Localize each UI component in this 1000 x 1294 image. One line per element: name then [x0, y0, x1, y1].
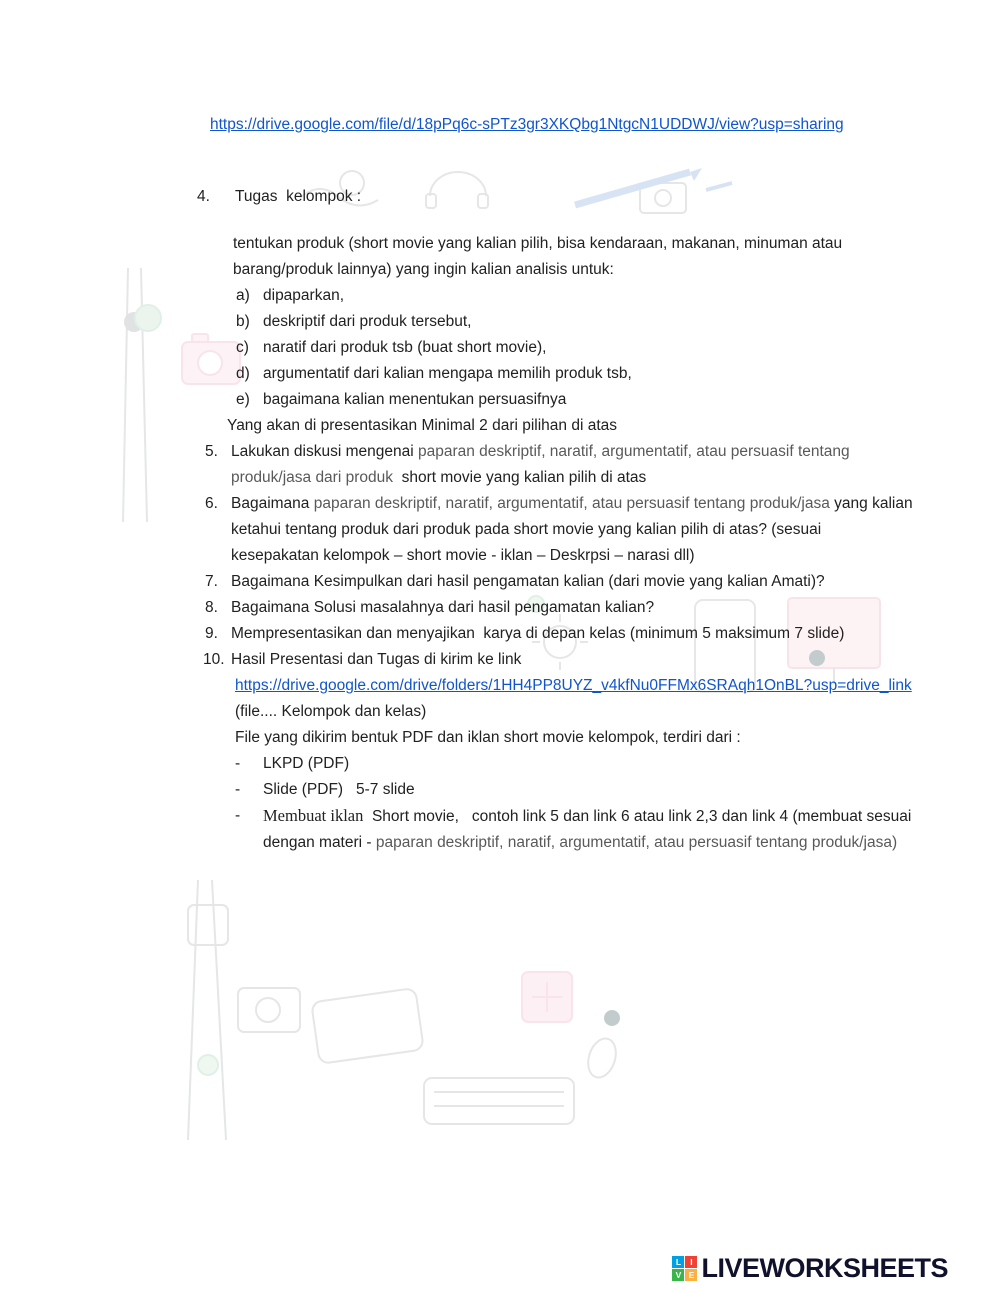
task-6-seg-3: yang kalian ketahui tentang produk dari produk pada short movie yang kalian pilih di atas? (sesuai kesepakatan kelompok – short movie - iklan – Deskrpsi – narasi dll)	[231, 495, 917, 564]
option-label: e)	[236, 391, 250, 408]
task-5-seg-2: paparan deskriptif, naratif, argumentatif, atau persuasif tentang produk/jasa dari produk	[231, 443, 854, 486]
task-5-seg-1: Lakukan diskusi mengenai	[231, 443, 418, 460]
top-link-paragraph	[210, 112, 932, 138]
drive-file-link[interactable]: https://drive.google.com/file/d/18pPq6c-sPTz3gr3XKQbg1NtgcN1UDDWJ/view?usp=sharing	[210, 116, 844, 133]
option-text: dipaparkan,	[263, 287, 345, 304]
task-4-number: 4.	[197, 188, 210, 205]
logo-cell-l: L	[672, 1256, 684, 1268]
task-4-option-e	[236, 387, 937, 413]
task-4-option-c	[236, 335, 937, 361]
task-5-text	[231, 439, 913, 491]
task-4-intro: tentukan produk (short movie yang kalian pilih, bisa kendaraan, makanan, minuman atau barang/produk lainnya) yang ingin kalian analisis untuk:	[233, 235, 847, 278]
bullet-dash: -	[235, 807, 241, 824]
option-label: b)	[236, 313, 250, 330]
task-4-option-d	[236, 361, 937, 387]
bullet-3-serif-segment: Membuat iklan	[263, 806, 364, 825]
option-text: naratif dari produk tsb (buat short movie),	[263, 339, 547, 356]
bullet-dash: -	[235, 781, 241, 798]
task-10-number: 10.	[203, 651, 225, 668]
option-text: argumentatif dari kalian mengapa memilih produk tsb,	[263, 365, 632, 382]
task-6-item	[197, 491, 937, 569]
task-9-number: 9.	[205, 625, 218, 642]
task-10-item	[197, 647, 937, 856]
task-10-link-line	[235, 673, 921, 725]
task-4-option-b	[236, 309, 937, 335]
task-4-option-a	[236, 283, 937, 309]
task-9-text: Mempresentasikan dan menyajikan karya di depan kelas (minimum 5 maksimum 7 slide)	[231, 625, 845, 642]
bullet-3-seg-3: paparan deskriptif, naratif, argumentatif, atau persuasif tentang produk/jasa)	[375, 834, 898, 851]
liveworksheets-logo-icon	[672, 1256, 697, 1281]
task-10-bullet-3	[235, 803, 916, 856]
task-5-number: 5.	[205, 443, 218, 460]
task-5-seg-3: short movie yang kalian pilih di atas	[397, 469, 647, 486]
task-4-title: Tugas kelompok :	[235, 188, 362, 205]
option-label: a)	[236, 287, 250, 304]
task-10-bullet-1	[235, 751, 913, 777]
task-4-heading	[197, 184, 937, 210]
bullet-dash: -	[235, 755, 241, 772]
drive-folder-link[interactable]: https://drive.google.com/drive/folders/1HH4PP8UYZ_v4kfNu0FFMx6SRAqh1OnBL?usp=drive_link	[235, 677, 912, 694]
task-10-link-suffix: (file.... Kelompok dan kelas)	[235, 677, 921, 720]
task-6-seg-1: Bagaimana	[231, 495, 314, 512]
option-label: d)	[236, 365, 250, 382]
document-content	[197, 112, 937, 856]
task-6-text	[231, 491, 917, 569]
task-6-seg-2: paparan deskriptif, naratif, argumentatif, atau persuasif tentang produk/jasa	[313, 495, 830, 512]
logo-cell-i: I	[685, 1256, 697, 1268]
task-10-body	[231, 647, 921, 856]
option-text: deskriptif dari produk tersebut,	[263, 313, 472, 330]
option-text: bagaimana kalian menentukan persuasifnya	[263, 391, 567, 408]
task-8-number: 8.	[205, 599, 218, 616]
bullet-3-seg-2: Short movie, contoh link 5 dan link 6 atau link 2,3 dan link 4 (membuat sesuai dengan materi -	[263, 808, 916, 851]
bullet-text	[263, 803, 916, 856]
liveworksheets-footer	[672, 1253, 948, 1284]
logo-cell-e: E	[685, 1269, 697, 1281]
task-5-item	[197, 439, 937, 491]
task-10-text: Hasil Presentasi dan Tugas di kirim ke link	[231, 651, 522, 668]
task-8-item	[197, 595, 937, 621]
bullet-text: Slide (PDF) 5-7 slide	[263, 781, 415, 798]
task-9-item	[197, 621, 937, 647]
task-4-closing: Yang akan di presentasikan Minimal 2 dari pilihan di atas	[227, 417, 618, 434]
option-label: c)	[236, 339, 249, 356]
logo-cell-v: V	[672, 1269, 684, 1281]
task-10-file-line: File yang dikirim bentuk PDF dan iklan short movie kelompok, terdiri dari :	[235, 729, 741, 746]
task-6-number: 6.	[205, 495, 218, 512]
liveworksheets-wordmark: LIVEWORKSHEETS	[701, 1253, 948, 1283]
task-7-number: 7.	[205, 573, 218, 590]
task-8-text: Bagaimana Solusi masalahnya dari hasil pengamatan kalian?	[231, 599, 655, 616]
task-10-bullet-2	[235, 777, 913, 803]
bullet-text: LKPD (PDF)	[263, 755, 350, 772]
task-7-text: Bagaimana Kesimpulkan dari hasil pengamatan kalian (dari movie yang kalian Amati)?	[231, 573, 825, 590]
task-7-item	[197, 569, 937, 595]
